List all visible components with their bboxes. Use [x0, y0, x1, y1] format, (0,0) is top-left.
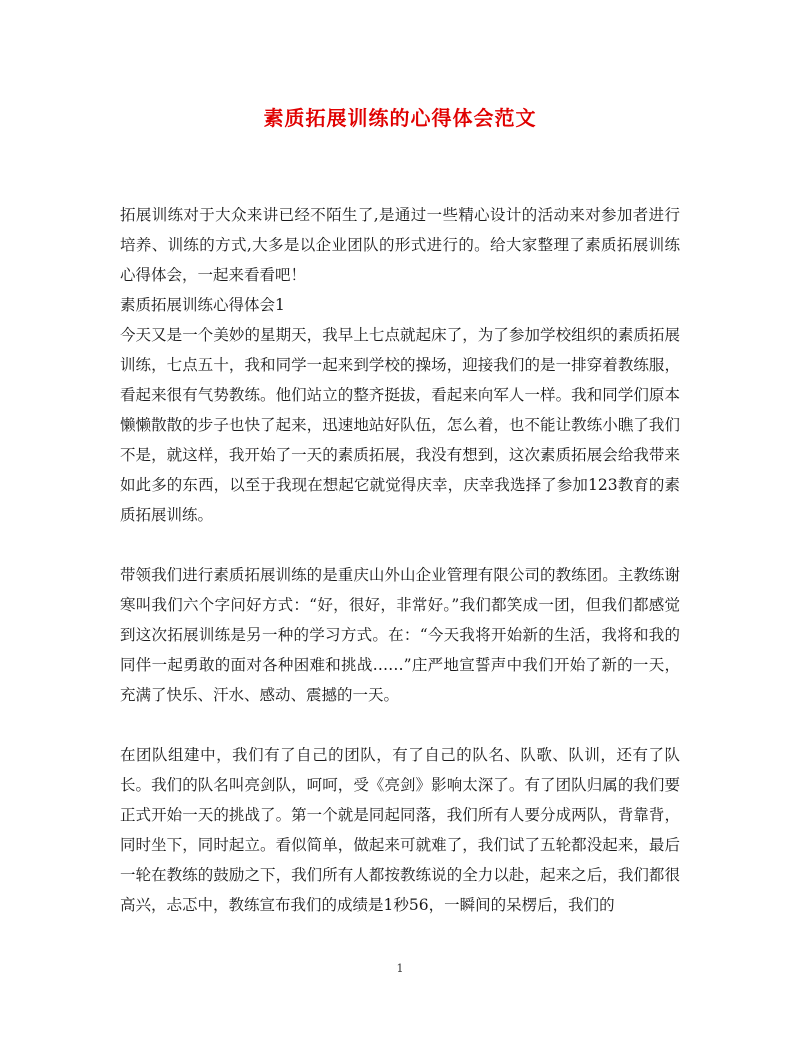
page-number: 1 [396, 962, 404, 975]
document-body [120, 200, 680, 920]
document-title: 素质拓展训练的心得体会范文 [263, 106, 537, 130]
intro-paragraph: 拓展训练对于大众来讲已经不陌生了,是通过一些精心设计的活动来对参加者进行培养、训练的方式,大多是以企业团队的形式进行的。给大家整理了素质拓展训练心得体会，一起来看看吧！ [120, 206, 680, 284]
body-paragraph-1: 今天又是一个美妙的星期天，我早上七点就起床了，为了参加学校组织的素质拓展训练，七点五十，我和同学一起来到学校的操场，迎接我们的是一排穿着教练服，看起来很有气势教练。他们站立的整齐挺拔，看起来向军人一样。我和同学们原本懒懒散散的步子也快了起来，迅速地站好队伍，怎么着，也不能让教练小瞧了我们不是，就这样，我开始了一天的素质拓展，我没有想到，这次素质拓展会给我带来如此多的东西，以至于我现在想起它就觉得庆幸，庆幸我选择了参加123教育的素质拓展训练。 [120, 326, 680, 524]
body-paragraph-3: 在团队组建中，我们有了自己的团队，有了自己的队名、队歌、队训，还有了队长。我们的队名叫亮剑队，呵呵，受《亮剑》影响太深了。有了团队归属的我们要正式开始一天的挑战了。第一个就是同起同落，我们所有人要分成两队，背靠背，同时坐下，同时起立。看似简单，做起来可就难了，我们试了五轮都没起来，最后一轮在教练的鼓励之下，我们所有人都按教练说的全力以赴，起来之后，我们都很高兴，忐忑中，教练宣布我们的成绩是1秒56，一瞬间的呆楞后，我们的 [120, 746, 680, 914]
section-heading: 素质拓展训练心得体会1 [120, 296, 285, 314]
body-paragraph-2: 带领我们进行素质拓展训练的是重庆山外山企业管理有限公司的教练团。主教练谢寒叫我们六个字问好方式：“好，很好，非常好。”我们都笑成一团，但我们都感觉到这次拓展训练是另一种的学习方式。在：“今天我将开始新的生活，我将和我的同伴一起勇敢的面对各种困难和挑战……”庄严地宣誓声中我们开始了新的一天，充满了快乐、汗水、感动、震撼的一天。 [120, 566, 680, 704]
